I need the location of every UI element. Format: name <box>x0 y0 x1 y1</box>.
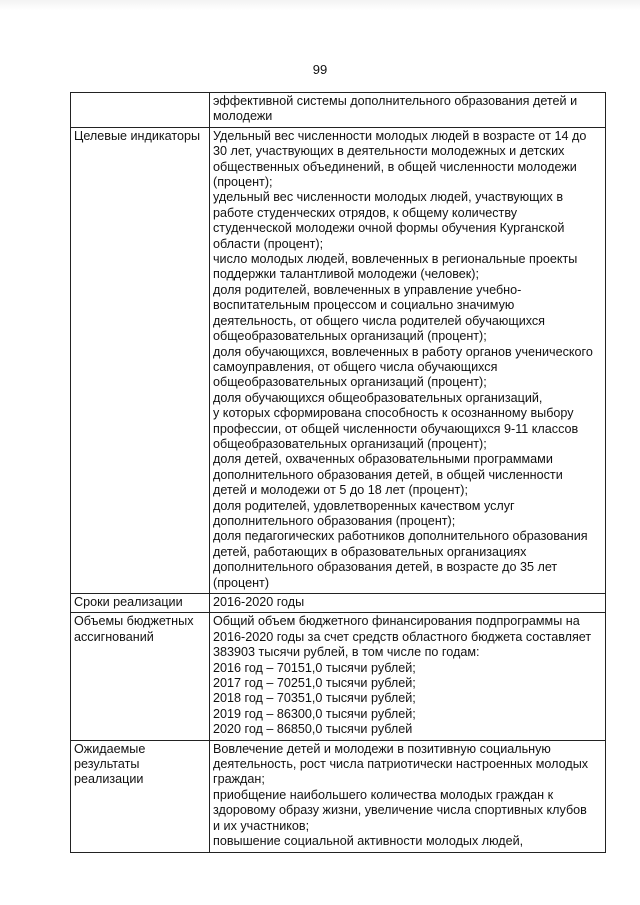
row-content-line: и их участников; <box>213 818 310 833</box>
row-content-line: области (процент); <box>213 236 324 251</box>
row-label-cell <box>71 93 210 128</box>
row-content-line: дополнительного образования (процент); <box>213 513 456 528</box>
row-content-line: доля родителей, вовлеченных в управление учебно- <box>213 282 522 297</box>
row-content-cell <box>210 93 606 128</box>
row-content-line: доля педагогических работников дополнительного образования <box>213 529 588 544</box>
row-content-line: самоуправления, от общего числа обучающихся <box>213 359 498 374</box>
row-content-line: число молодых людей, вовлеченных в региональные проекты <box>213 252 578 267</box>
row-content-cell <box>210 613 606 740</box>
row-content-line: воспитательным процессом и социально значимую <box>213 298 515 313</box>
row-label-line: Ожидаемые <box>74 741 146 756</box>
row-content-line: (процент) <box>213 575 270 590</box>
row-label-cell <box>71 613 210 740</box>
row-content-line: 2016-2020 годы за счет средств областного бюджета составляет <box>213 629 592 644</box>
row-label-cell <box>71 740 210 852</box>
row-content-line: детей и молодежи от 5 до 18 лет (процент); <box>213 483 468 498</box>
row-content-line: эффективной системы дополнительного образования детей и <box>213 94 578 108</box>
page-number: 99 <box>312 62 328 77</box>
subprogram-passport-table <box>70 92 606 853</box>
row-content-line: студенческой молодежи очной формы обучения Курганской <box>213 221 565 236</box>
row-content-line: общеобразовательных организаций (процент); <box>213 329 487 344</box>
row-content-line: приобщение наибольшего количества молодых граждан к <box>213 787 554 802</box>
row-content-line: работе студенческих отрядов, к общему количеству <box>213 205 518 220</box>
row-content-line: доля обучающихся, вовлеченных в работу органов ученического <box>213 344 593 359</box>
row-content-line: доля детей, охваченных образовательными программами <box>213 452 553 467</box>
row-content-line: общеобразовательных организаций (процент); <box>213 436 487 451</box>
row-content-line: поддержки талантливой молодежи (человек); <box>213 267 479 282</box>
table-row <box>71 93 606 128</box>
row-content-cell <box>210 594 606 613</box>
row-label-line: Целевые индикаторы <box>74 128 201 143</box>
row-content-line: у которых сформирована способность к осознанному выбору <box>213 406 574 421</box>
row-content-line: доля родителей, удовлетворенных качеством услуг <box>213 498 515 513</box>
row-content-line: дополнительного образования детей, в общей численности <box>213 467 563 482</box>
row-label-cell <box>71 127 210 593</box>
row-content-line: Общий объем бюджетного финансирования подпрограммы на <box>213 614 580 629</box>
row-content-line: 383903 тысячи рублей, в том числе по годам: <box>213 645 480 660</box>
row-content-cell <box>210 740 606 852</box>
row-content-line: доля обучающихся общеобразовательных организаций, <box>213 390 543 405</box>
row-content-line: деятельность, рост числа патриотически настроенных молодых <box>213 757 589 772</box>
table-body <box>71 93 606 853</box>
row-content-line: Вовлечение детей и молодежи в позитивную социальную <box>213 741 551 756</box>
row-content-line: Удельный вес численности молодых людей в возрасте от 14 до <box>213 128 587 143</box>
row-label-line: Сроки реализации <box>74 595 183 609</box>
scan-edge <box>0 0 640 10</box>
row-content-line: дополнительного образования детей, в возрасте до 35 лет <box>213 560 558 575</box>
row-content-line: деятельность, от общего числа родителей обучающихся <box>213 313 546 328</box>
table-row <box>71 613 606 740</box>
row-label-line: ассигнований <box>74 629 154 644</box>
row-content-line: здоровому образу жизни, увеличение числа спортивных клубов <box>213 803 587 818</box>
row-content-cell <box>210 127 606 593</box>
row-content-line: 2017 год – 70251,0 тысячи рублей; <box>213 676 416 691</box>
row-content-line: повышение социальной активности молодых людей, <box>213 834 524 849</box>
row-content-line: общеобразовательных организаций (процент); <box>213 375 487 390</box>
row-content-line: удельный вес численности молодых людей, участвующих в <box>213 190 564 205</box>
row-content-line: детей, работающих в образовательных организациях <box>213 544 527 559</box>
row-content-line: граждан; <box>213 772 265 787</box>
row-content-line: 2016 год – 70151,0 тысячи рублей; <box>213 660 416 675</box>
row-content-line: 2020 год – 86850,0 тысячи рублей <box>213 722 413 737</box>
row-content-line: (процент); <box>213 175 273 190</box>
table-row <box>71 127 606 593</box>
row-label-line: реализации <box>74 772 144 787</box>
row-content-line: молодежи <box>213 109 273 124</box>
row-content-line: общественных объединений, в общей численности молодежи <box>213 159 577 174</box>
row-label-line: результаты <box>74 757 140 772</box>
row-content-line: профессии, от общей численности обучающихся 9-11 классов <box>213 421 579 436</box>
table-row <box>71 740 606 852</box>
row-label-cell <box>71 594 210 613</box>
row-content-line: 2016-2020 годы <box>213 595 305 609</box>
row-content-line: 2018 год – 70351,0 тысячи рублей; <box>213 691 416 706</box>
row-content-line: 2019 год – 86300,0 тысячи рублей; <box>213 706 416 721</box>
row-label-line: Объемы бюджетных <box>74 614 194 629</box>
row-content-line: 30 лет, участвующих в деятельности молодежных и детских <box>213 144 565 159</box>
table-row <box>71 594 606 613</box>
